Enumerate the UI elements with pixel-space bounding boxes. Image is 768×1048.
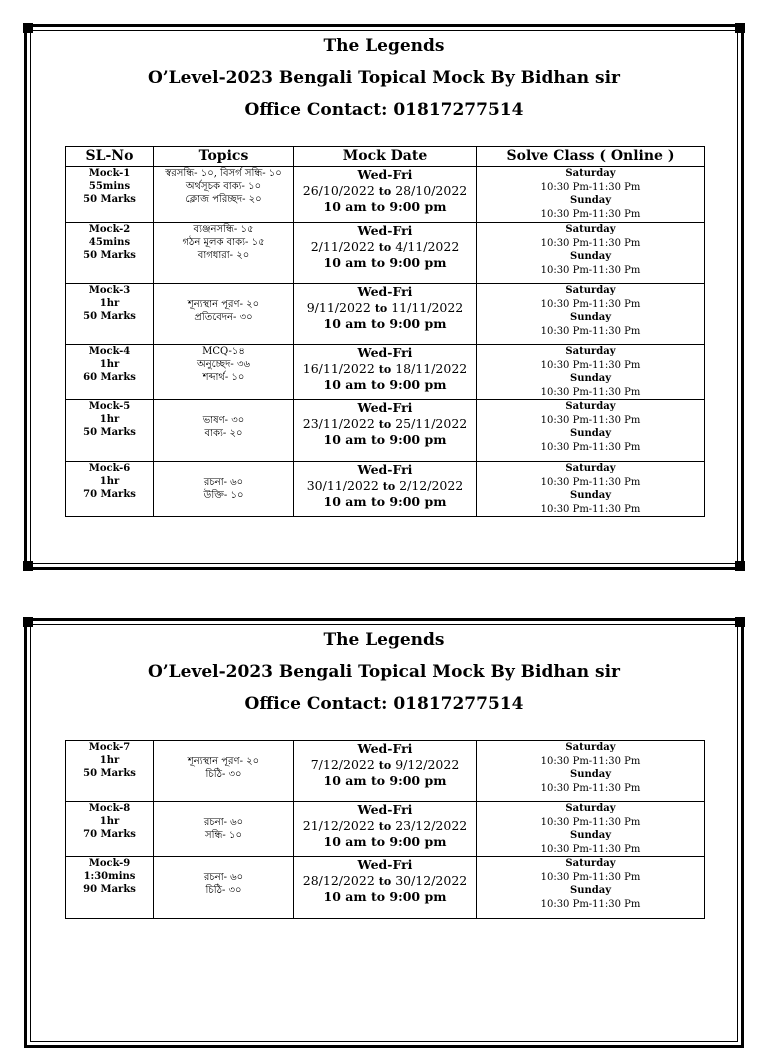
date-from: 26/10/2022 xyxy=(302,182,375,198)
saturday-label: Saturday xyxy=(565,858,616,869)
saturday-slot: 10:30 Pm-11:30 Pm xyxy=(540,476,641,488)
saturday-label: Saturday xyxy=(565,224,616,235)
mock-id: Mock-8 xyxy=(88,803,131,814)
sl-no-cell xyxy=(66,167,154,223)
date-range xyxy=(294,361,476,378)
solve-class-cell xyxy=(477,857,705,919)
sunday-label: Sunday xyxy=(569,830,612,841)
mock-schedule-table-2 xyxy=(65,740,705,919)
header-solve-class: Solve Class ( Online ) xyxy=(477,147,705,167)
topic-item: বাক্য- ২০ xyxy=(204,428,243,439)
date-from: 30/11/2022 xyxy=(306,477,379,493)
topic-item: রচনা- ৬০ xyxy=(203,477,244,488)
date-until: 2/12/2022 xyxy=(399,477,464,493)
mock-date-cell xyxy=(294,167,477,223)
mock-marks: 50 Marks xyxy=(83,768,136,779)
date-from: 21/12/2022 xyxy=(302,817,375,833)
topic-item: অর্থসূচক বাক্য- ১০ xyxy=(185,181,262,192)
date-until: 25/11/2022 xyxy=(395,415,468,431)
mock-schedule-table-1 xyxy=(65,146,705,517)
date-to-word: to xyxy=(378,819,392,833)
topics-cell xyxy=(154,741,294,802)
topic-item: MCQ-১৪ xyxy=(202,346,245,357)
date-from: 7/12/2022 xyxy=(310,756,375,772)
mock-date-cell xyxy=(294,345,477,400)
saturday-slot: 10:30 Pm-11:30 Pm xyxy=(540,755,641,767)
mock-duration: 1hr xyxy=(99,298,120,309)
day-range: Wed-Fri xyxy=(357,857,413,872)
date-to-word: to xyxy=(378,874,392,888)
table-row xyxy=(66,345,705,400)
topic-item: সন্ধি- ১০ xyxy=(205,830,242,841)
date-range xyxy=(294,818,476,835)
table-row xyxy=(66,223,705,284)
sunday-slot: 10:30 Pm-11:30 Pm xyxy=(540,441,641,453)
topics-cell xyxy=(154,284,294,345)
date-from: 16/11/2022 xyxy=(302,360,375,376)
header-topics: Topics xyxy=(154,147,294,167)
saturday-label: Saturday xyxy=(565,346,616,357)
mock-duration: 1:30mins xyxy=(83,871,136,882)
topic-item: শূন্যস্থান পূরণ- ২০ xyxy=(187,756,260,767)
mock-id: Mock-4 xyxy=(88,346,131,357)
mock-marks: 50 Marks xyxy=(83,250,136,261)
topic-item: ব্যঞ্জনসন্ধি- ১৫ xyxy=(193,224,254,235)
solve-class-cell xyxy=(477,802,705,857)
date-until: 30/12/2022 xyxy=(395,872,468,888)
saturday-slot: 10:30 Pm-11:30 Pm xyxy=(540,359,641,371)
date-from: 2/11/2022 xyxy=(310,238,375,254)
sunday-label: Sunday xyxy=(569,373,612,384)
topic-item: শূন্যস্থান পূরণ- ২০ xyxy=(187,299,260,310)
date-range xyxy=(294,873,476,890)
mock-marks: 70 Marks xyxy=(83,829,136,840)
sunday-label: Sunday xyxy=(569,428,612,439)
topics-cell xyxy=(154,400,294,462)
sunday-slot: 10:30 Pm-11:30 Pm xyxy=(540,264,641,276)
mock-date-cell xyxy=(294,802,477,857)
date-range xyxy=(294,416,476,433)
time-range: 10 am to 9:00 pm xyxy=(323,494,447,509)
mock-marks: 50 Marks xyxy=(83,311,136,322)
topic-item: চিঠি- ৩০ xyxy=(205,769,242,780)
sunday-label: Sunday xyxy=(569,769,612,780)
mock-id: Mock-5 xyxy=(88,401,131,412)
saturday-slot: 10:30 Pm-11:30 Pm xyxy=(540,237,641,249)
mock-title: O’Level-2023 Bengali Topical Mock By Bidhan sir xyxy=(147,68,621,88)
date-range xyxy=(294,757,476,774)
time-range: 10 am to 9:00 pm xyxy=(323,773,447,788)
mock-marks: 60 Marks xyxy=(83,372,136,383)
date-to-word: to xyxy=(378,758,392,772)
table-row xyxy=(66,857,705,919)
table-row xyxy=(66,284,705,345)
sunday-label: Sunday xyxy=(569,251,612,262)
office-contact: Office Contact: 01817277514 xyxy=(244,694,524,714)
sunday-label: Sunday xyxy=(569,490,612,501)
mock-date-cell xyxy=(294,223,477,284)
time-range: 10 am to 9:00 pm xyxy=(323,432,447,447)
mock-duration: 1hr xyxy=(99,816,120,827)
sunday-label: Sunday xyxy=(569,195,612,206)
time-range: 10 am to 9:00 pm xyxy=(323,889,447,904)
topic-item: চিঠি- ৩০ xyxy=(205,885,242,896)
table-row xyxy=(66,462,705,517)
date-until: 11/11/2022 xyxy=(391,299,464,315)
mock-duration: 1hr xyxy=(99,476,120,487)
date-to-word: to xyxy=(374,301,388,315)
solve-class-cell xyxy=(477,167,705,223)
table-row xyxy=(66,802,705,857)
mock-date-cell xyxy=(294,857,477,919)
day-range: Wed-Fri xyxy=(357,462,413,477)
date-from: 23/11/2022 xyxy=(302,415,375,431)
mock-id: Mock-2 xyxy=(88,224,131,235)
saturday-label: Saturday xyxy=(565,168,616,179)
solve-class-cell xyxy=(477,400,705,462)
date-from: 9/11/2022 xyxy=(306,299,371,315)
org-title: The Legends xyxy=(323,36,445,56)
date-to-word: to xyxy=(378,184,392,198)
day-range: Wed-Fri xyxy=(357,223,413,238)
time-range: 10 am to 9:00 pm xyxy=(323,834,447,849)
solve-class-cell xyxy=(477,223,705,284)
sunday-slot: 10:30 Pm-11:30 Pm xyxy=(540,325,641,337)
sl-no-cell xyxy=(66,462,154,517)
saturday-label: Saturday xyxy=(565,285,616,296)
mock-date-cell xyxy=(294,400,477,462)
date-to-word: to xyxy=(382,479,396,493)
table-row xyxy=(66,167,705,223)
time-range: 10 am to 9:00 pm xyxy=(323,255,447,270)
day-range: Wed-Fri xyxy=(357,741,413,756)
sunday-label: Sunday xyxy=(569,885,612,896)
day-range: Wed-Fri xyxy=(357,400,413,415)
date-range xyxy=(294,300,476,317)
time-range: 10 am to 9:00 pm xyxy=(323,199,447,214)
table-row xyxy=(66,400,705,462)
time-range: 10 am to 9:00 pm xyxy=(323,377,447,392)
date-from: 28/12/2022 xyxy=(302,872,375,888)
sl-no-cell xyxy=(66,802,154,857)
saturday-slot: 10:30 Pm-11:30 Pm xyxy=(540,871,641,883)
mock-date-cell xyxy=(294,284,477,345)
date-until: 9/12/2022 xyxy=(395,756,460,772)
org-title: The Legends xyxy=(323,630,445,650)
date-to-word: to xyxy=(378,240,392,254)
topics-cell xyxy=(154,167,294,223)
sunday-slot: 10:30 Pm-11:30 Pm xyxy=(540,386,641,398)
date-range xyxy=(294,183,476,200)
solve-class-cell xyxy=(477,462,705,517)
date-until: 23/12/2022 xyxy=(395,817,468,833)
saturday-slot: 10:30 Pm-11:30 Pm xyxy=(540,816,641,828)
saturday-label: Saturday xyxy=(565,401,616,412)
sl-no-cell xyxy=(66,284,154,345)
topics-cell xyxy=(154,462,294,517)
table-row xyxy=(66,741,705,802)
mock-marks: 50 Marks xyxy=(83,194,136,205)
mock-id: Mock-7 xyxy=(88,742,131,753)
mock-id: Mock-3 xyxy=(88,285,131,296)
mock-marks: 90 Marks xyxy=(83,884,136,895)
topic-item: ভাষণ- ৩০ xyxy=(202,415,245,426)
date-until: 28/10/2022 xyxy=(395,182,468,198)
sunday-slot: 10:30 Pm-11:30 Pm xyxy=(540,782,641,794)
topic-item: শব্দার্থ- ১০ xyxy=(202,372,245,383)
mock-id: Mock-1 xyxy=(88,168,131,179)
sl-no-cell xyxy=(66,741,154,802)
mock-marks: 50 Marks xyxy=(83,427,136,438)
date-until: 4/11/2022 xyxy=(395,238,460,254)
topics-cell xyxy=(154,802,294,857)
mock-id: Mock-9 xyxy=(88,858,131,869)
mock-date-cell xyxy=(294,462,477,517)
solve-class-cell xyxy=(477,284,705,345)
saturday-label: Saturday xyxy=(565,742,616,753)
topics-cell xyxy=(154,857,294,919)
topic-item: গঠন মূলক বাক্য- ১৫ xyxy=(182,237,265,248)
table-header-row xyxy=(66,147,705,167)
mock-duration: 45mins xyxy=(88,237,131,248)
topic-item: রচনা- ৬০ xyxy=(203,817,244,828)
mock-title: O’Level-2023 Bengali Topical Mock By Bidhan sir xyxy=(147,662,621,682)
solve-class-cell xyxy=(477,741,705,802)
mock-duration: 1hr xyxy=(99,414,120,425)
topic-item: অনুচ্ছেদ- ৩৬ xyxy=(197,359,250,370)
sl-no-cell xyxy=(66,857,154,919)
topic-item: উক্তি- ১০ xyxy=(203,490,244,501)
date-range xyxy=(294,239,476,256)
solve-class-cell xyxy=(477,345,705,400)
mock-duration: 1hr xyxy=(99,359,120,370)
topics-cell xyxy=(154,345,294,400)
day-range: Wed-Fri xyxy=(357,345,413,360)
sunday-label: Sunday xyxy=(569,312,612,323)
header-sl-no: SL-No xyxy=(66,147,154,167)
topic-item: ক্লোজ পরিচ্ছদ- ২০ xyxy=(185,194,262,205)
mock-duration: 55mins xyxy=(88,181,131,192)
date-to-word: to xyxy=(378,417,392,431)
mock-id: Mock-6 xyxy=(88,463,131,474)
mock-date-cell xyxy=(294,741,477,802)
saturday-label: Saturday xyxy=(565,803,616,814)
mock-duration: 1hr xyxy=(99,755,120,766)
topic-item: বাগধারা- ২০ xyxy=(197,250,250,261)
header-mock-date: Mock Date xyxy=(294,147,477,167)
saturday-slot: 10:30 Pm-11:30 Pm xyxy=(540,414,641,426)
topics-cell xyxy=(154,223,294,284)
sl-no-cell xyxy=(66,223,154,284)
day-range: Wed-Fri xyxy=(357,167,413,182)
office-contact: Office Contact: 01817277514 xyxy=(244,100,524,120)
topic-item: স্বরসন্ধি- ১০, বিসর্গ সন্ধি- ১০ xyxy=(165,168,282,179)
sunday-slot: 10:30 Pm-11:30 Pm xyxy=(540,843,641,855)
date-until: 18/11/2022 xyxy=(395,360,468,376)
time-range: 10 am to 9:00 pm xyxy=(323,316,447,331)
date-range xyxy=(294,478,476,495)
topic-item: প্রতিবেদন- ৩০ xyxy=(194,312,253,323)
sl-no-cell xyxy=(66,400,154,462)
sunday-slot: 10:30 Pm-11:30 Pm xyxy=(540,503,641,515)
saturday-slot: 10:30 Pm-11:30 Pm xyxy=(540,181,641,193)
sunday-slot: 10:30 Pm-11:30 Pm xyxy=(540,898,641,910)
day-range: Wed-Fri xyxy=(357,802,413,817)
topic-item: রচনা- ৬০ xyxy=(203,872,244,883)
date-to-word: to xyxy=(378,362,392,376)
sunday-slot: 10:30 Pm-11:30 Pm xyxy=(540,208,641,220)
saturday-label: Saturday xyxy=(565,463,616,474)
day-range: Wed-Fri xyxy=(357,284,413,299)
sl-no-cell xyxy=(66,345,154,400)
saturday-slot: 10:30 Pm-11:30 Pm xyxy=(540,298,641,310)
mock-marks: 70 Marks xyxy=(83,489,136,500)
